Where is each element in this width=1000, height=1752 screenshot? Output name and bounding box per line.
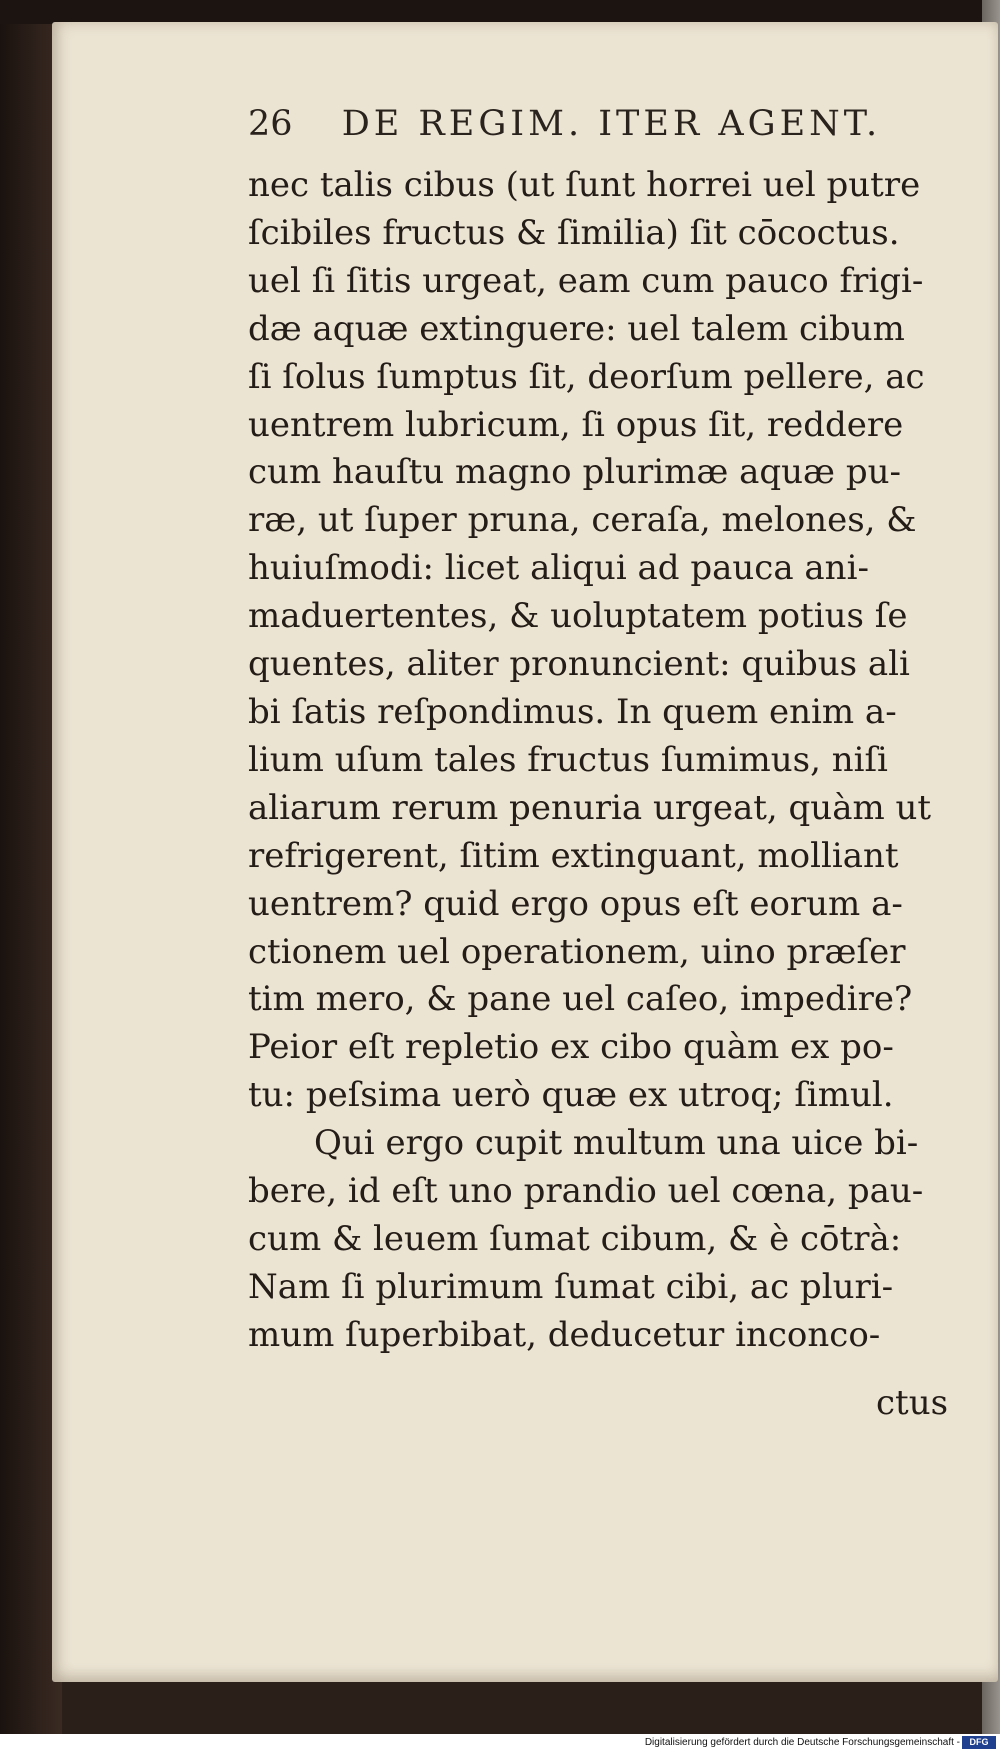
running-header [248,104,948,144]
text-line: cum hauſtu magno plurimæ aquæ pu- [248,452,901,493]
text-line: Peior eſt repletio ex cibo quàm ex po- [248,1027,894,1068]
text-line-paragraph-start: Qui ergo cupit multum una uice bi- [314,1123,919,1164]
text-line: aliarum rerum penuria urgeat, quàm ut [248,787,932,828]
text-line: tim mero, & pane uel caſeo, impedire? [248,979,913,1020]
book-binding-top [0,0,1000,24]
text-line: ctionem uel operationem, uino præſer [248,931,906,972]
text-line: lium uſum tales fructus ſumimus, niſi [248,739,888,780]
text-line: ſcibiles fructus & ſimilia) ſit cōcoctus. [248,212,900,253]
text-line: Nam ſi plurimum ſumat cibi, ac pluri- [248,1266,894,1307]
text-line: uentrem lubricum, ſi opus ſit, reddere [248,404,904,445]
text-line: mum ſuperbibat, deducetur inconco- [248,1314,881,1355]
text-line: bere, id eſt uno prandio uel cœna, pau- [248,1171,924,1212]
text-line: bi ſatis reſpondimus. In quem enim a- [248,691,897,732]
running-title: DE REGIM. ITER AGENT. [341,104,882,144]
text-line: nec talis cibus (ut ſunt horrei uel putre [248,165,921,205]
page-number: 26 [248,104,293,144]
catchword: ctus [876,1383,949,1423]
text-line: tu: peſsima uerò quæ ex utroq; ſimul. [248,1075,894,1116]
dfg-logo: DFG [962,1736,996,1749]
text-line: maduertentes, & uoluptatem potius ſe [248,596,908,637]
text-line: ſi ſolus ſumptus ſit, deorſum pellere, ac [248,356,925,397]
text-line: dæ aquæ extinguere: uel talem cibum [248,308,905,349]
text-line: quentes, aliter pronuncient: quibus ali [248,644,910,685]
text-line: ræ, ut ſuper pruna, ceraſa, melones, & [248,500,917,541]
text-line: uel ſi ſitis urgeat, eam cum pauco frigi- [248,260,924,301]
text-line: uentrem? quid ergo opus eſt eorum a- [248,883,903,924]
text-line: cum & leuem ſumat cibum, & è cōtrà: [248,1218,902,1259]
body-text [248,162,968,1360]
text-line: refrigerent, ſitim extinguant, molliant [248,835,899,876]
digitization-credit: Digitalisierung gefördert durch die Deutsche Forschungsgemeinschaft - [644,1737,960,1748]
text-line: huiuſmodi: licet aliqui ad pauca ani- [248,548,869,589]
